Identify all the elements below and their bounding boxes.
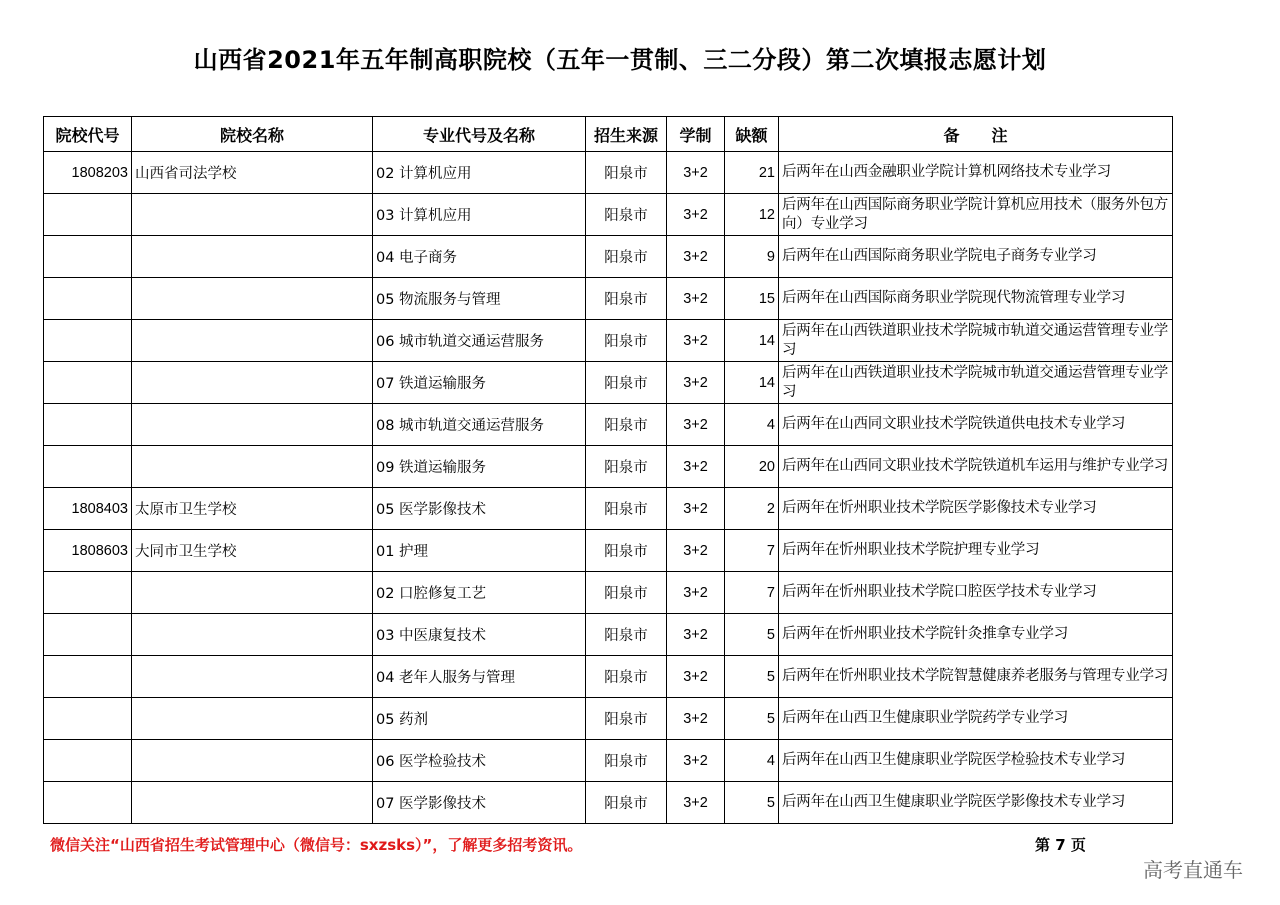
header-remarks: 备 注 (779, 117, 1173, 152)
cell-school-code: 1808603 (44, 530, 132, 572)
cell-source: 阳泉市 (586, 446, 667, 488)
cell-school-name (132, 782, 373, 824)
page-number: 第 7 页 (1035, 836, 1086, 854)
cell-school-code (44, 698, 132, 740)
cell-source: 阳泉市 (586, 488, 667, 530)
cell-period: 3+2 (667, 614, 725, 656)
table-row (44, 740, 1173, 782)
cell-school-name (132, 698, 373, 740)
cell-period: 3+2 (667, 698, 725, 740)
cell-period: 3+2 (667, 320, 725, 362)
cell-school-code (44, 194, 132, 236)
cell-vacancies: 20 (725, 446, 779, 488)
cell-major: 09 铁道运输服务 (373, 446, 586, 488)
cell-school-code (44, 740, 132, 782)
page-title: 山西省2021年五年制高职院校（五年一贯制、三二分段）第二次填报志愿计划 (193, 46, 1047, 74)
cell-source: 阳泉市 (586, 278, 667, 320)
cell-school-name (132, 740, 373, 782)
cell-major: 07 铁道运输服务 (373, 362, 586, 404)
cell-source: 阳泉市 (586, 782, 667, 824)
cell-major: 04 电子商务 (373, 236, 586, 278)
cell-source: 阳泉市 (586, 320, 667, 362)
cell-source: 阳泉市 (586, 404, 667, 446)
enrollment-plan-table (43, 116, 1173, 824)
table-row (44, 152, 1173, 194)
table-row (44, 614, 1173, 656)
header-school-name: 院校名称 (132, 117, 373, 152)
cell-source: 阳泉市 (586, 362, 667, 404)
cell-period: 3+2 (667, 362, 725, 404)
cell-remarks: 后两年在山西卫生健康职业学院医学检验技术专业学习 (779, 740, 1173, 782)
cell-school-code (44, 278, 132, 320)
cell-school-name (132, 278, 373, 320)
table-row (44, 278, 1173, 320)
cell-source: 阳泉市 (586, 236, 667, 278)
table-row (44, 446, 1173, 488)
cell-school-code (44, 656, 132, 698)
cell-source: 阳泉市 (586, 572, 667, 614)
table-row (44, 698, 1173, 740)
cell-period: 3+2 (667, 278, 725, 320)
cell-school-code (44, 446, 132, 488)
cell-major: 05 药剂 (373, 698, 586, 740)
cell-period: 3+2 (667, 152, 725, 194)
cell-vacancies: 9 (725, 236, 779, 278)
cell-remarks: 后两年在忻州职业技术学院智慧健康养老服务与管理专业学习 (779, 656, 1173, 698)
table-row (44, 782, 1173, 824)
cell-remarks: 后两年在忻州职业技术学院口腔医学技术专业学习 (779, 572, 1173, 614)
cell-remarks: 后两年在山西金融职业学院计算机网络技术专业学习 (779, 152, 1173, 194)
table-row (44, 320, 1173, 362)
cell-remarks: 后两年在山西国际商务职业学院现代物流管理专业学习 (779, 278, 1173, 320)
cell-remarks: 后两年在忻州职业技术学院护理专业学习 (779, 530, 1173, 572)
table-row (44, 488, 1173, 530)
cell-remarks: 后两年在山西卫生健康职业学院医学影像技术专业学习 (779, 782, 1173, 824)
table-row (44, 572, 1173, 614)
cell-vacancies: 5 (725, 698, 779, 740)
cell-source: 阳泉市 (586, 152, 667, 194)
cell-vacancies: 4 (725, 404, 779, 446)
cell-source: 阳泉市 (586, 656, 667, 698)
table-row (44, 236, 1173, 278)
table-header-row (44, 117, 1173, 152)
cell-vacancies: 21 (725, 152, 779, 194)
cell-school-name (132, 404, 373, 446)
cell-vacancies: 2 (725, 488, 779, 530)
cell-school-code (44, 404, 132, 446)
cell-major: 04 老年人服务与管理 (373, 656, 586, 698)
cell-vacancies: 15 (725, 278, 779, 320)
cell-remarks: 后两年在山西铁道职业技术学院城市轨道交通运营管理专业学习 (779, 362, 1173, 404)
cell-school-name (132, 194, 373, 236)
cell-source: 阳泉市 (586, 530, 667, 572)
cell-period: 3+2 (667, 572, 725, 614)
wechat-follow-note: 微信关注“山西省招生考试管理中心（微信号：sxzsks）”，了解更多招考资讯。 (50, 836, 583, 854)
cell-major: 05 物流服务与管理 (373, 278, 586, 320)
cell-remarks: 后两年在山西铁道职业技术学院城市轨道交通运营管理专业学习 (779, 320, 1173, 362)
table-row (44, 194, 1173, 236)
cell-school-name: 太原市卫生学校 (132, 488, 373, 530)
table-row (44, 362, 1173, 404)
cell-vacancies: 7 (725, 530, 779, 572)
cell-school-name (132, 614, 373, 656)
cell-period: 3+2 (667, 656, 725, 698)
table-row (44, 404, 1173, 446)
cell-major: 02 计算机应用 (373, 152, 586, 194)
cell-source: 阳泉市 (586, 614, 667, 656)
cell-remarks: 后两年在山西卫生健康职业学院药学专业学习 (779, 698, 1173, 740)
cell-vacancies: 14 (725, 320, 779, 362)
cell-vacancies: 14 (725, 362, 779, 404)
cell-period: 3+2 (667, 194, 725, 236)
cell-remarks: 后两年在山西国际商务职业学院计算机应用技术（服务外包方向）专业学习 (779, 194, 1173, 236)
cell-school-name (132, 320, 373, 362)
cell-period: 3+2 (667, 530, 725, 572)
cell-school-name: 大同市卫生学校 (132, 530, 373, 572)
cell-major: 07 医学影像技术 (373, 782, 586, 824)
cell-major: 08 城市轨道交通运营服务 (373, 404, 586, 446)
cell-period: 3+2 (667, 740, 725, 782)
cell-major: 06 城市轨道交通运营服务 (373, 320, 586, 362)
cell-remarks: 后两年在山西同文职业技术学院铁道供电技术专业学习 (779, 404, 1173, 446)
header-vacancies: 缺额 (725, 117, 779, 152)
cell-source: 阳泉市 (586, 698, 667, 740)
cell-school-code (44, 362, 132, 404)
cell-period: 3+2 (667, 782, 725, 824)
table-row (44, 530, 1173, 572)
cell-remarks: 后两年在山西同文职业技术学院铁道机车运用与维护专业学习 (779, 446, 1173, 488)
cell-major: 03 计算机应用 (373, 194, 586, 236)
cell-school-name (132, 656, 373, 698)
cell-period: 3+2 (667, 488, 725, 530)
cell-period: 3+2 (667, 446, 725, 488)
cell-vacancies: 5 (725, 782, 779, 824)
cell-school-name (132, 236, 373, 278)
cell-school-code (44, 320, 132, 362)
cell-major: 03 中医康复技术 (373, 614, 586, 656)
cell-school-name (132, 362, 373, 404)
cell-vacancies: 5 (725, 656, 779, 698)
cell-remarks: 后两年在忻州职业技术学院针灸推拿专业学习 (779, 614, 1173, 656)
header-period: 学制 (667, 117, 725, 152)
cell-school-name (132, 572, 373, 614)
cell-vacancies: 7 (725, 572, 779, 614)
cell-school-code (44, 614, 132, 656)
header-school-code: 院校代号 (44, 117, 132, 152)
cell-major: 06 医学检验技术 (373, 740, 586, 782)
cell-school-name (132, 446, 373, 488)
cell-period: 3+2 (667, 404, 725, 446)
header-source: 招生来源 (586, 117, 667, 152)
cell-school-code: 1808403 (44, 488, 132, 530)
cell-school-code: 1808203 (44, 152, 132, 194)
cell-remarks: 后两年在山西国际商务职业学院电子商务专业学习 (779, 236, 1173, 278)
cell-school-code (44, 572, 132, 614)
cell-period: 3+2 (667, 236, 725, 278)
cell-remarks: 后两年在忻州职业技术学院医学影像技术专业学习 (779, 488, 1173, 530)
header-major: 专业代号及名称 (373, 117, 586, 152)
cell-school-code (44, 782, 132, 824)
watermark-logo: 高考直通车 (1143, 858, 1243, 882)
cell-vacancies: 4 (725, 740, 779, 782)
cell-vacancies: 12 (725, 194, 779, 236)
cell-major: 02 口腔修复工艺 (373, 572, 586, 614)
cell-vacancies: 5 (725, 614, 779, 656)
cell-major: 01 护理 (373, 530, 586, 572)
table-row (44, 656, 1173, 698)
cell-source: 阳泉市 (586, 194, 667, 236)
cell-source: 阳泉市 (586, 740, 667, 782)
cell-major: 05 医学影像技术 (373, 488, 586, 530)
cell-school-name: 山西省司法学校 (132, 152, 373, 194)
cell-school-code (44, 236, 132, 278)
